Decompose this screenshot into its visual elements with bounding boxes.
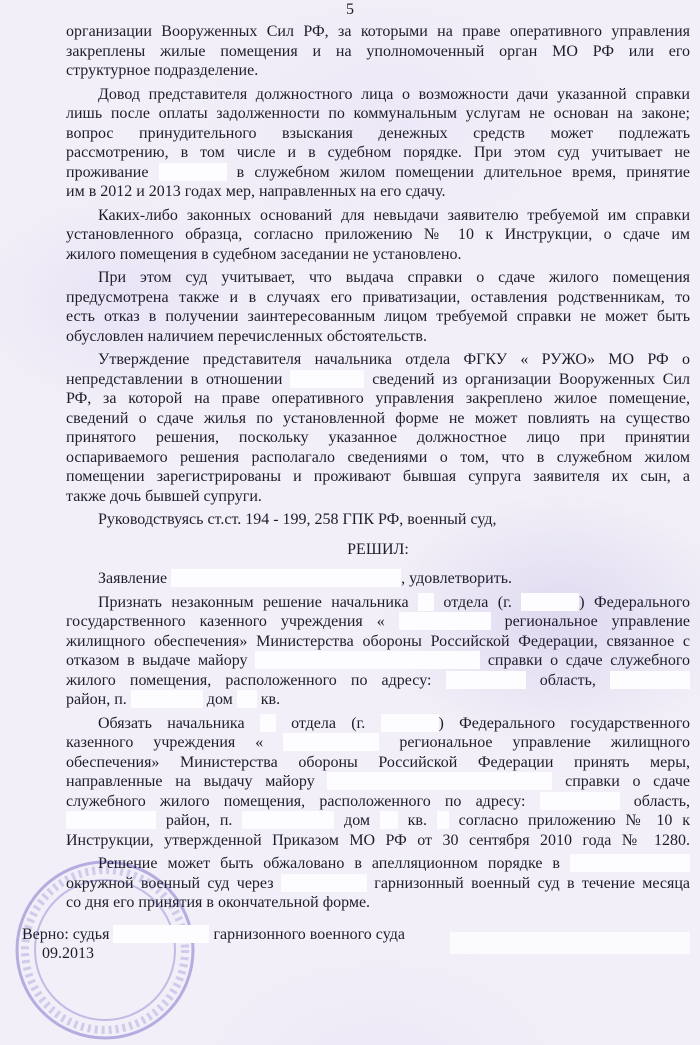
paragraph-start — [66, 593, 690, 613]
text-line — [66, 288, 690, 308]
text-segment: жилого помещения, расположенного по адресу: — [66, 671, 432, 689]
paragraph-start — [66, 350, 690, 370]
decision-heading — [66, 540, 690, 560]
text-segment: региональное управление жилищного — [399, 734, 691, 751]
text-segment: отдела (г. — [291, 714, 366, 732]
text-segment: обеспечения» Министерства обороны Российской Федерации принять меры, — [66, 753, 690, 771]
text-segment: обусловлен наличием перечисленных обстоятельств. — [66, 327, 427, 345]
text-segment: 09.2013 — [42, 945, 94, 962]
text-segment: закреплены жилые помещения и на уполномоченный орган МО РФ или его — [66, 42, 690, 60]
text-segment: Инструкции, утвержденной Приказом МО РФ от 30 сентября 2010 года № 1280. — [66, 831, 690, 849]
redacted-field — [66, 811, 156, 829]
text-segment: дом — [344, 812, 371, 829]
text-line — [66, 733, 690, 753]
text-line — [66, 612, 690, 632]
text-line — [66, 448, 690, 468]
redacted-field — [399, 612, 491, 630]
paragraph-start — [66, 85, 690, 105]
text-segment: им в 2012 и 2013 годах мер, направленных на его сдачу. — [66, 183, 446, 200]
text-segment: гарнизонный военный суд в течение месяца — [374, 874, 691, 892]
text-segment: справки о сдаче — [565, 773, 691, 790]
text-segment: ) Федерального государственного — [438, 714, 691, 732]
text-line — [66, 831, 690, 851]
text-line — [66, 690, 690, 710]
text-line — [66, 182, 690, 202]
text-segment: кв. — [260, 691, 281, 708]
text-segment: в служебном жилом помещении длительное время, принятие — [236, 163, 690, 181]
text-segment: гарнизонного военного суда — [213, 925, 405, 943]
text-segment: региональное управление — [504, 613, 691, 630]
text-line — [66, 811, 690, 831]
text-segment: отдела (г. — [443, 593, 512, 611]
text-segment: Верно: судья — [22, 925, 110, 943]
text-segment: Обязать начальника — [98, 714, 245, 732]
redacted-field — [610, 671, 690, 689]
text-segment: РФ, за которой на праве оперативного управления закреплено жилое помещение, — [66, 390, 690, 407]
text-line — [66, 22, 690, 42]
text-segment: согласно приложению № 10 к — [458, 812, 691, 829]
text-line — [66, 632, 690, 652]
text-line — [66, 42, 690, 62]
text-segment: РЕШИЛ: — [347, 540, 409, 558]
text-segment: есть отказ в получении заинтересованным лицом требуемой справки не может быть — [66, 308, 690, 325]
text-segment: Утверждение представителя начальника отдела ФГКУ « РУЖО» МО РФ о — [98, 351, 690, 368]
text-segment: организации Вооруженных Сил РФ, за которыми на праве оперативного управления — [66, 23, 690, 40]
paragraph-start — [66, 854, 690, 874]
redacted-field — [113, 925, 209, 943]
text-segment: справки о сдаче служебного — [487, 652, 690, 669]
paragraph-start — [66, 206, 690, 226]
text-segment: установленного образца, согласно приложению № 10 к Инструкции, о сдаче им — [66, 226, 690, 243]
paragraph-start — [66, 714, 690, 734]
text-line — [66, 307, 690, 327]
text-line — [66, 467, 690, 487]
text-segment: рассмотрению, в том числе и в судебном порядке. При этом суд учитывает не — [66, 144, 690, 161]
redacted-field — [159, 163, 227, 181]
text-segment: При этом суд учитывает, что выдача справки о сдаче жилого помещения — [98, 269, 690, 286]
paragraph-start — [66, 569, 690, 589]
text-line — [66, 772, 690, 792]
document-body — [22, 22, 691, 964]
text-segment: Каких-либо законных оснований для невыдачи заявителю требуемой им справки — [98, 206, 690, 224]
text-segment: , удовлетворить. — [401, 570, 512, 587]
text-segment: лишь после оплаты задолженности по коммунальным услугам не основан на законе; — [66, 105, 690, 122]
text-line — [66, 428, 690, 448]
certification-line — [22, 925, 690, 945]
text-line — [66, 409, 690, 429]
text-segment: Признать незаконным решение начальника — [98, 593, 409, 611]
text-segment: оспариваемого решения располагало сведениями о том, что в служебном жилом — [66, 448, 690, 466]
text-line — [66, 245, 690, 265]
text-line — [66, 124, 690, 144]
redacted-field — [242, 811, 334, 829]
text-line — [66, 792, 690, 812]
text-segment: сведений о сдаче жилья по установленной форме не может повлиять на существо — [66, 409, 690, 427]
certification-date — [22, 944, 690, 964]
text-segment: направленные на выдачу майору — [66, 773, 315, 790]
text-line — [66, 61, 690, 81]
text-segment: Решение может быть обжаловано в апелляционном порядке в — [98, 855, 560, 872]
redacted-field — [260, 714, 276, 732]
redacted-field — [540, 792, 620, 810]
text-segment: сведений из организации Вооруженных Сил — [372, 370, 691, 388]
paragraph-start — [66, 268, 690, 288]
text-segment: предусмотрена также и в случаях его приватизации, оставления родственникам, то — [66, 288, 690, 306]
text-line — [66, 327, 690, 347]
paragraph-start — [66, 510, 690, 530]
text-segment: район, п. — [66, 691, 127, 708]
page-number: 5 — [346, 1, 354, 18]
text-line — [66, 225, 690, 245]
redacted-field — [283, 733, 379, 751]
text-segment: Руководствуясь ст.ст. 194 - 199, 258 ГПК РФ, военный суд, — [98, 511, 497, 528]
redacted-field — [327, 772, 552, 790]
redacted-field — [521, 593, 579, 611]
text-line — [66, 104, 690, 124]
redacted-field — [380, 811, 398, 829]
text-line — [66, 671, 690, 691]
text-line — [66, 874, 690, 894]
text-segment: Довод представителя должностного лица о возможности дачи указанной справки — [98, 85, 690, 103]
text-segment: со дня его принятия в окончательной форме. — [66, 894, 371, 911]
text-segment: Заявление — [98, 570, 168, 587]
text-line — [66, 651, 690, 671]
text-segment: государственного казенного учреждения « — [66, 613, 385, 630]
text-segment: принятого решения, поскольку указанное должностное лицо при принятии — [66, 429, 690, 446]
redacted-field — [437, 811, 449, 829]
text-segment: область, — [539, 671, 596, 689]
text-segment: жилищного обеспечения» Министерства обороны Российской Федерации, связанное с — [66, 632, 690, 650]
text-segment: окружной военный суд через — [66, 874, 274, 892]
redacted-field — [171, 569, 401, 587]
redacted-field — [570, 854, 690, 872]
redacted-field — [290, 370, 364, 388]
text-line — [66, 753, 690, 773]
text-line — [66, 143, 690, 163]
text-segment: дом — [206, 691, 233, 708]
redacted-field — [255, 651, 480, 669]
redacted-field — [237, 690, 257, 708]
text-segment: также дочь бывшей супруги. — [66, 487, 262, 505]
text-segment: ) Федерального — [579, 593, 691, 611]
text-segment: служебного жилого помещения, расположенного по адресу: — [66, 792, 526, 810]
text-segment: структурное подразделение. — [66, 62, 259, 79]
text-segment: казенного учреждения « — [66, 734, 264, 751]
text-segment: жилого помещения в судебном заседании не установлено. — [66, 245, 462, 263]
text-segment: район, п. — [165, 812, 233, 829]
text-segment: область, — [633, 792, 691, 810]
text-segment: помещении зарегистрированы и проживают бывшая супруга заявителя их сын, а — [66, 468, 690, 485]
text-segment: отказом в выдаче майору — [66, 652, 248, 669]
redacted-field — [281, 874, 367, 892]
text-line — [66, 893, 690, 913]
text-line — [66, 370, 690, 390]
redacted-field — [381, 714, 439, 732]
text-line — [66, 389, 690, 409]
text-segment: кв. — [407, 812, 427, 829]
text-line — [66, 487, 690, 507]
text-segment: вопрос принудительного взыскания денежных средств может подлежать — [66, 124, 690, 142]
redacted-field — [418, 593, 434, 611]
text-segment: проживание — [66, 163, 149, 181]
redacted-field — [446, 671, 526, 689]
text-line — [66, 163, 690, 183]
redacted-field — [131, 690, 203, 708]
text-segment: непредставлении в отношении — [66, 370, 283, 388]
